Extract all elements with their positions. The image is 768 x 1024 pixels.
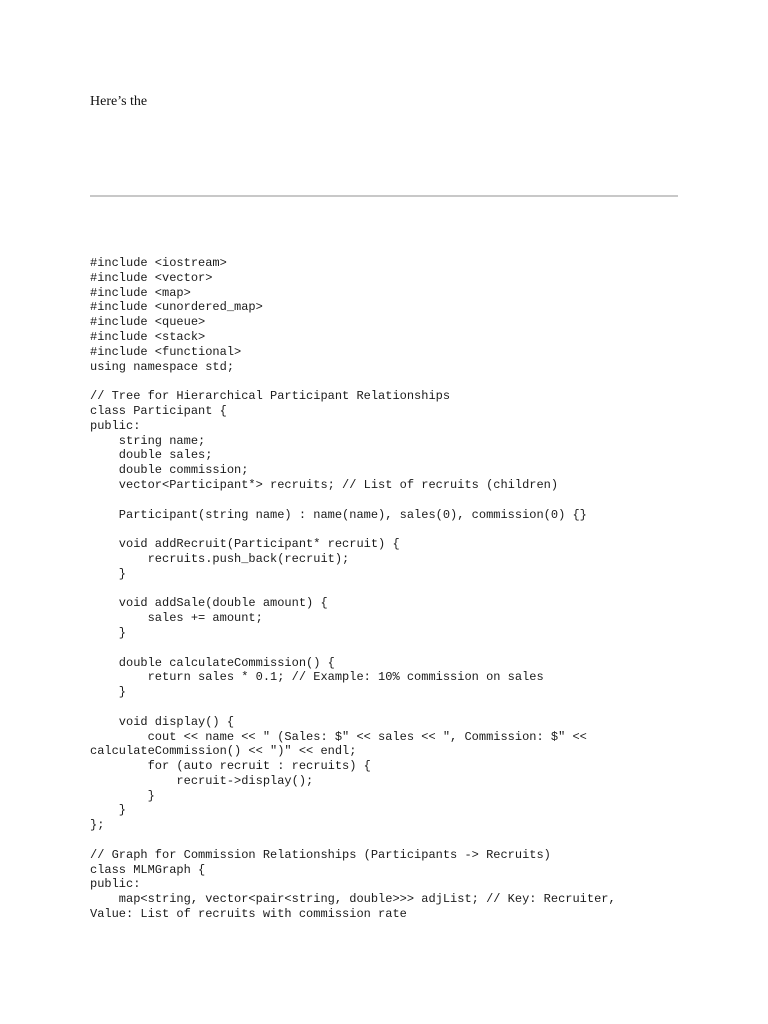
code-line: void addSale(double amount) {	[90, 596, 328, 611]
code-line: Value: List of recruits with commission rate	[90, 907, 407, 922]
code-line	[90, 493, 690, 508]
code-line: void addRecruit(Participant* recruit) {	[90, 537, 400, 552]
code-line	[90, 374, 690, 389]
code-line: calculateCommission() << ")" << endl;	[90, 744, 357, 759]
code-line: }	[90, 685, 127, 700]
code-line: }	[90, 788, 155, 803]
code-line: using namespace std;	[90, 359, 235, 374]
code-line: };	[90, 818, 105, 833]
code-line: Participant(string name) : name(name), sales(0), commission(0) {}	[90, 507, 587, 522]
code-line: #include <map>	[90, 285, 191, 300]
code-line: vector<Participant*> recruits; // List of recruits (children)	[90, 477, 559, 492]
code-line: map<string, vector<pair<string, double>>> adjList; // Key: Recruiter,	[90, 892, 616, 907]
code-line: class Participant {	[90, 403, 227, 418]
code-line	[90, 833, 690, 848]
code-line: #include <stack>	[90, 329, 206, 344]
code-line	[90, 641, 690, 656]
code-line	[90, 700, 690, 715]
code-line: #include <queue>	[90, 315, 206, 330]
code-line: for (auto recruit : recruits) {	[90, 759, 371, 774]
code-line: double calculateCommission() {	[90, 655, 335, 670]
code-line: }	[90, 803, 127, 818]
code-line: double commission;	[90, 463, 249, 478]
code-line: public:	[90, 418, 141, 433]
code-line: class MLMGraph {	[90, 862, 206, 877]
code-line: recruits.push_back(recruit);	[90, 551, 350, 566]
code-line: // Tree for Hierarchical Participant Relationships	[90, 389, 451, 404]
code-line: }	[90, 566, 127, 581]
code-line: #include <vector>	[90, 270, 213, 285]
code-line: }	[90, 625, 127, 640]
code-line: // Graph for Commission Relationships (Participants -> Recruits)	[90, 847, 551, 862]
code-line: public:	[90, 877, 141, 892]
intro-paragraph: Here’s the	[90, 94, 148, 109]
code-line: double sales;	[90, 448, 213, 463]
code-line: void display() {	[90, 714, 235, 729]
code-line: #include <iostream>	[90, 256, 227, 270]
code-line	[90, 582, 690, 597]
horizontal-divider	[90, 195, 678, 197]
code-line: #include <unordered_map>	[90, 300, 263, 315]
code-line: return sales * 0.1; // Example: 10% commission on sales	[90, 670, 544, 685]
code-line: cout << name << " (Sales: $" << sales << ", Commission: $" <<	[90, 729, 587, 744]
code-line	[90, 522, 690, 537]
code-block	[90, 256, 690, 922]
code-line: string name;	[90, 433, 206, 448]
code-line: recruit->display();	[90, 773, 314, 788]
code-line: sales += amount;	[90, 611, 263, 626]
code-line: #include <functional>	[90, 344, 242, 359]
